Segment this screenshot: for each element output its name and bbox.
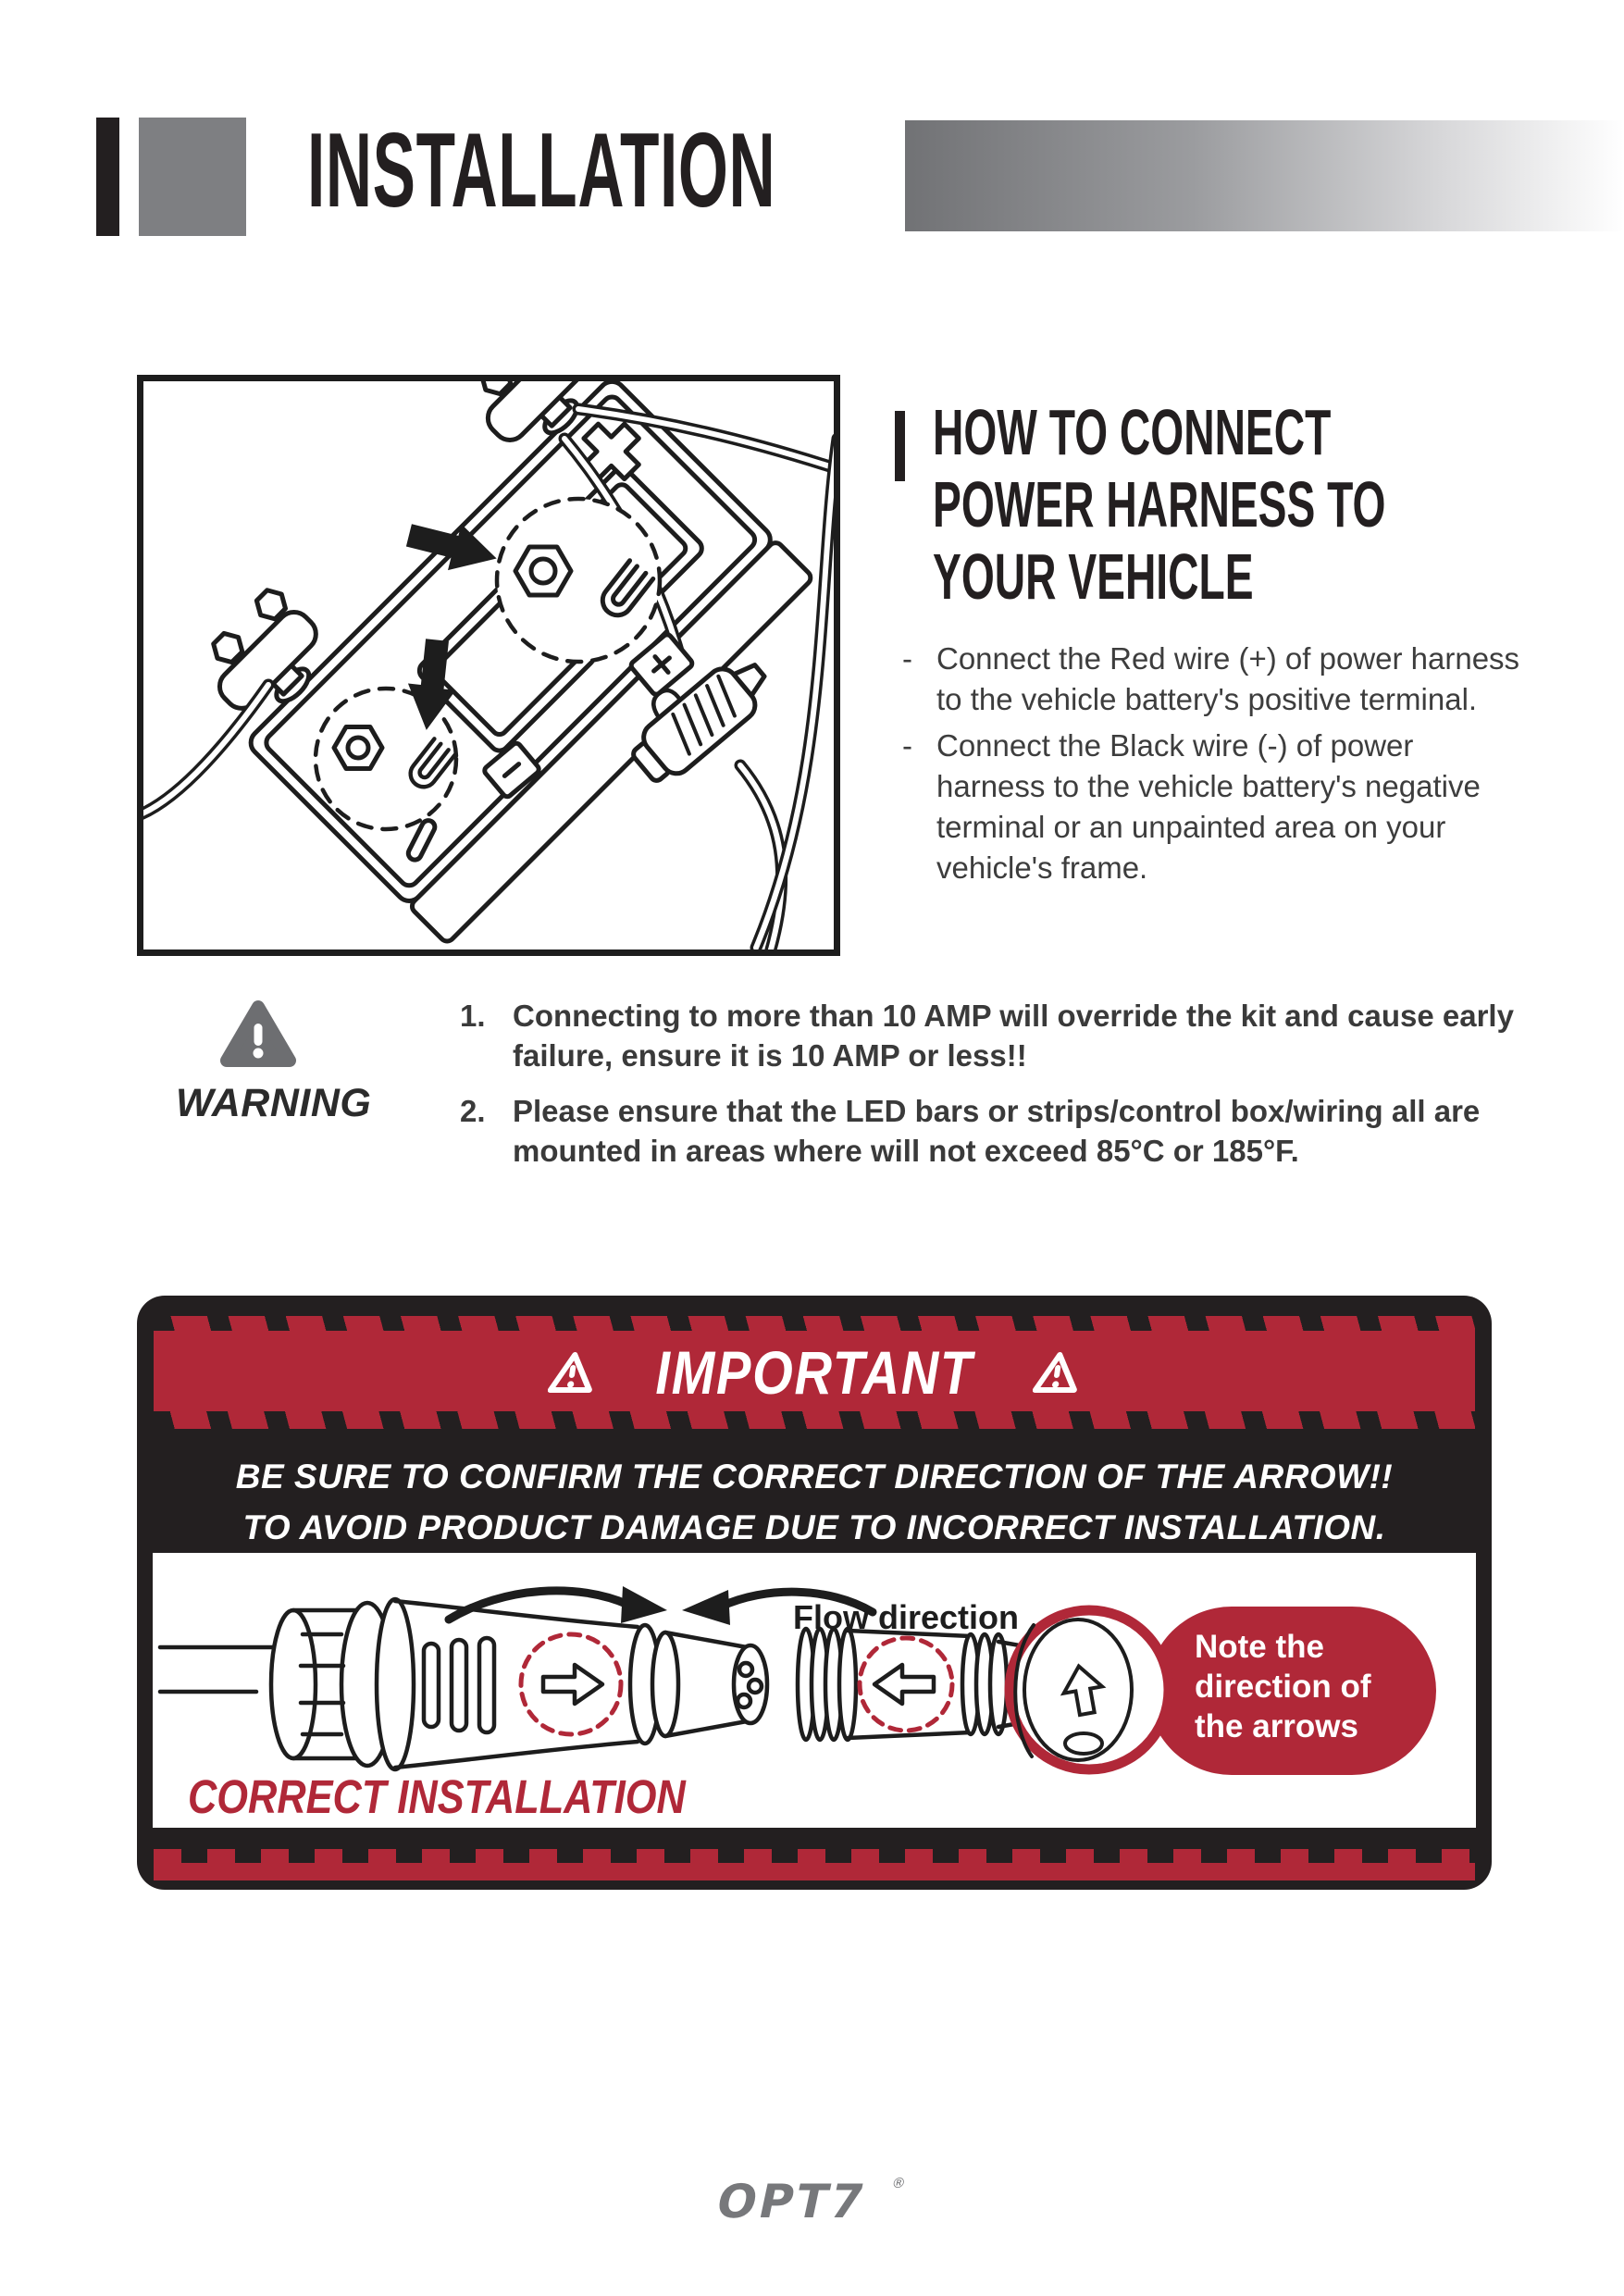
alert-triangle-icon <box>1033 1349 1081 1396</box>
header-black-bar <box>96 118 119 236</box>
howto-heading: HOW TO CONNECT POWER HARNESS TO YOUR VEHICLE <box>933 396 1386 613</box>
howto-bullet-list <box>902 639 1524 894</box>
important-title-band <box>154 1316 1475 1429</box>
correct-installation-label: CORRECT INSTALLATION <box>188 1770 686 1823</box>
page-title: INSTALLATION <box>307 111 776 230</box>
bullet-marker: - <box>902 728 912 763</box>
brand-logo-text: OPT7 <box>712 2174 872 2228</box>
warning-item <box>460 996 1533 1075</box>
header-gradient-bar <box>905 120 1624 231</box>
warning-item-number: 1. <box>460 999 486 1033</box>
header-gray-square <box>139 118 246 236</box>
heading-accent-bar <box>895 411 905 481</box>
note-badge-line: the arrows <box>1195 1708 1358 1744</box>
bullet-text: Connect the Red wire (+) of power harness to the vehicle battery's positive terminal. <box>936 641 1520 716</box>
warning-item-number: 2. <box>460 1094 486 1128</box>
note-badge-line: direction of <box>1195 1669 1371 1705</box>
note-badge-line: Note the <box>1195 1629 1324 1665</box>
important-banner <box>137 1296 1492 1890</box>
registered-mark: ® <box>889 2175 908 2191</box>
battery-diagram-figure <box>137 375 840 956</box>
bullet-item <box>902 639 1524 720</box>
warning-list <box>460 996 1533 1186</box>
warning-triangle-icon <box>219 998 297 1072</box>
warning-label: WARNING <box>176 1081 372 1125</box>
alert-triangle-icon <box>548 1349 596 1396</box>
warning-item-text: Connecting to more than 10 AMP will override the kit and cause early failure, ensure it is 10 AMP or less!! <box>513 999 1514 1073</box>
flow-direction-label: Flow direction <box>793 1598 1020 1636</box>
brand-logo <box>711 2173 914 2228</box>
connector-illustration-panel <box>153 1553 1476 1828</box>
bullet-text: Connect the Black wire (-) of power harness to the vehicle battery's negative terminal or an unpainted area on your vehicle's frame. <box>936 728 1481 885</box>
important-title: IMPORTANT <box>655 1338 973 1407</box>
banner-bottom-strip <box>154 1849 1475 1880</box>
warning-item <box>460 1091 1533 1171</box>
battery-connection-illustration <box>143 381 834 949</box>
warning-item-text: Please ensure that the LED bars or strips/control box/wiring all are mounted in areas where will not exceed 85°C or 185°F. <box>513 1094 1481 1168</box>
important-warning-text: BE SURE TO CONFIRM THE CORRECT DIRECTION OF THE ARROW!! TO AVOID PRODUCT DAMAGE DUE TO INCORRECT INSTALLATION. <box>235 1458 1394 1546</box>
bullet-item <box>902 726 1524 888</box>
bullet-marker: - <box>902 641 912 676</box>
